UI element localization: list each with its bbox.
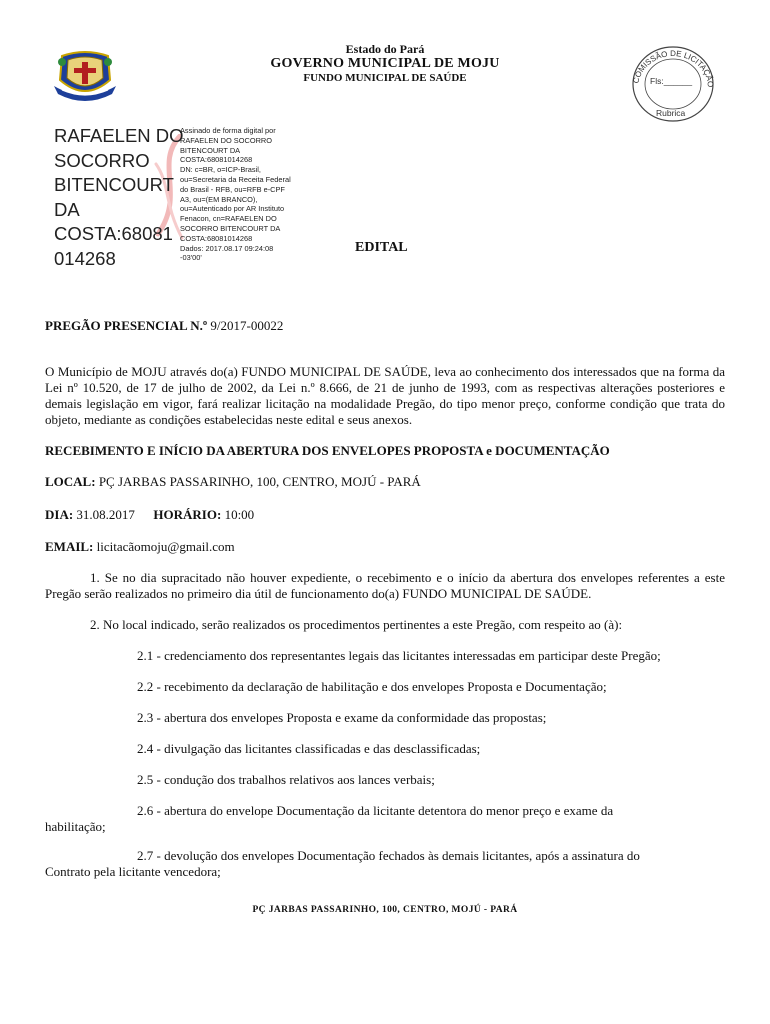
signer-name-line: SOCORRO bbox=[54, 149, 150, 171]
fund-heading: FUNDO MUNICIPAL DE SAÚDE bbox=[303, 72, 467, 84]
list-item: 2.5 - condução dos trabalhos relativos aos lances verbais; bbox=[137, 772, 435, 787]
svg-text:COMISSÃO DE LICITAÇÃO: COMISSÃO DE LICITAÇÃO bbox=[631, 48, 716, 88]
signature-detail-line: -03'00' bbox=[180, 253, 202, 263]
signature-detail-line: A3, ou=(EM BRANCO), bbox=[180, 194, 258, 204]
email-label: EMAIL: bbox=[45, 539, 94, 554]
list-item-2-6-line2: habilitação; bbox=[45, 819, 106, 834]
list-item: 2.4 - divulgação das licitantes classificadas e das desclassificadas; bbox=[137, 741, 481, 756]
email-line bbox=[45, 539, 725, 555]
signer-name-line: BITENCOURT bbox=[54, 174, 174, 195]
signature-detail-line: COSTA:68081014268 bbox=[180, 155, 253, 165]
fls-label: Fls:______ bbox=[650, 76, 693, 86]
section-heading: RECEBIMENTO E INÍCIO DA ABERTURA DOS ENVELOPES PROPOSTA e DOCUMENTAÇÃO bbox=[45, 443, 610, 458]
signature-detail-line: BITENCOURT DA bbox=[180, 145, 241, 155]
signature-detail-line: do Brasil - RFB, ou=RFB e-CPF bbox=[180, 184, 285, 194]
signature-detail-line: Dados: 2017.08.17 09:24:08 bbox=[180, 243, 274, 253]
government-heading: GOVERNO MUNICIPAL DE MOJU bbox=[270, 56, 500, 71]
page-footer: PÇ JARBAS PASSARINHO, 100, CENTRO, MOJÚ - PARÁ bbox=[252, 905, 518, 915]
date-time-line bbox=[45, 507, 725, 523]
signer-name-line: 014268 bbox=[54, 247, 116, 269]
paragraph-1: 1. Se no dia supracitado não houver expediente, o recebimento e o início da abertura dos envelopes referentes a este Pregão serão realizados no primeiro dia útil de funcionamento do(a) FUNDO MUNICIPAL DE SAÚDE. bbox=[45, 570, 725, 601]
paragraph-2: 2. No local indicado, serão realizados os procedimentos pertinentes a este Pregão, com respeito ao (à): bbox=[90, 617, 623, 632]
list-item-2-7-line1: 2.7 - devolução dos envelopes Documentação fechados às demais licitantes, após a assinatura do bbox=[137, 848, 640, 863]
local-value: PÇ JARBAS PASSARINHO, 100, CENTRO, MOJÚ - PARÁ bbox=[98, 474, 421, 489]
local-line bbox=[45, 474, 725, 490]
horario-label: HORÁRIO: bbox=[153, 507, 222, 522]
horario-value: 10:00 bbox=[224, 507, 255, 522]
signature-detail-line: COSTA:68081014268 bbox=[180, 233, 253, 243]
signer-name bbox=[54, 124, 184, 271]
signature-detail-line: ou=Secretaria da Receita Federal bbox=[180, 174, 291, 184]
state-heading: Estado do Pará bbox=[345, 42, 425, 56]
list-item-2-6-line1: 2.6 - abertura do envelope Documentação da licitante detentora do menor preço e exame da bbox=[137, 803, 614, 818]
list-item: 2.3 - abertura dos envelopes Proposta e exame da conformidade das propostas; bbox=[137, 710, 547, 725]
signature-detail-line: Fenacon, cn=RAFAELEN DO bbox=[180, 214, 277, 224]
signature-detail-line: Assinado de forma digital por bbox=[180, 126, 276, 135]
signer-name-line: RAFAELEN DO bbox=[54, 125, 184, 146]
dia-label: DIA: bbox=[45, 507, 74, 522]
signature-detail-line: RAFAELEN DO SOCORRO bbox=[180, 135, 272, 145]
pregao-number: 9/2017-00022 bbox=[210, 318, 284, 333]
signature-detail-line: DN: c=BR, o=ICP-Brasil, bbox=[180, 165, 261, 175]
document-title: EDITAL bbox=[355, 240, 408, 255]
email-value: licitacãomoju@gmail.com bbox=[96, 539, 235, 554]
intro-paragraph: O Município de MOJU através do(a) FUNDO MUNICIPAL DE SAÚDE, leva ao conhecimento dos interessados que na forma da Lei nº 10.520, de 17 de julho de 2002, da Lei n.º 8.666, de 21 de junho de 1993, com as respectivas alterações posteriores e demais legislação em vigor, fará realizar licitação na modalidade Pregão, do tipo menor preço, conforme condição que trata do objeto, mediante as condições estabelecidas neste edital e seus anexos. bbox=[45, 364, 725, 427]
commission-stamp bbox=[630, 44, 716, 124]
list-item-2-7-line2: Contrato pela licitante vencedora; bbox=[45, 864, 221, 879]
dia-value: 31.08.2017 bbox=[76, 507, 135, 522]
signature-detail-line: SOCORRO BITENCOURT DA bbox=[180, 223, 281, 233]
list-item: 2.2 - recebimento da declaração de habilitação e dos envelopes Proposta e Documentação; bbox=[137, 679, 607, 694]
rubrica-label: Rubrica bbox=[656, 108, 686, 118]
signature-detail-line: ou=Autenticado por AR Instituto bbox=[180, 204, 285, 214]
local-label: LOCAL: bbox=[45, 474, 96, 489]
signer-name-line: DA bbox=[54, 198, 80, 220]
signer-name-line: COSTA:68081 bbox=[54, 223, 173, 244]
pregao-line bbox=[45, 318, 725, 334]
list-item: 2.1 - credenciamento dos representantes legais das licitantes interessadas em participar deste Pregão; bbox=[137, 648, 661, 663]
pregao-label: PREGÃO PRESENCIAL N.º bbox=[45, 318, 208, 333]
signature-details bbox=[180, 126, 320, 263]
